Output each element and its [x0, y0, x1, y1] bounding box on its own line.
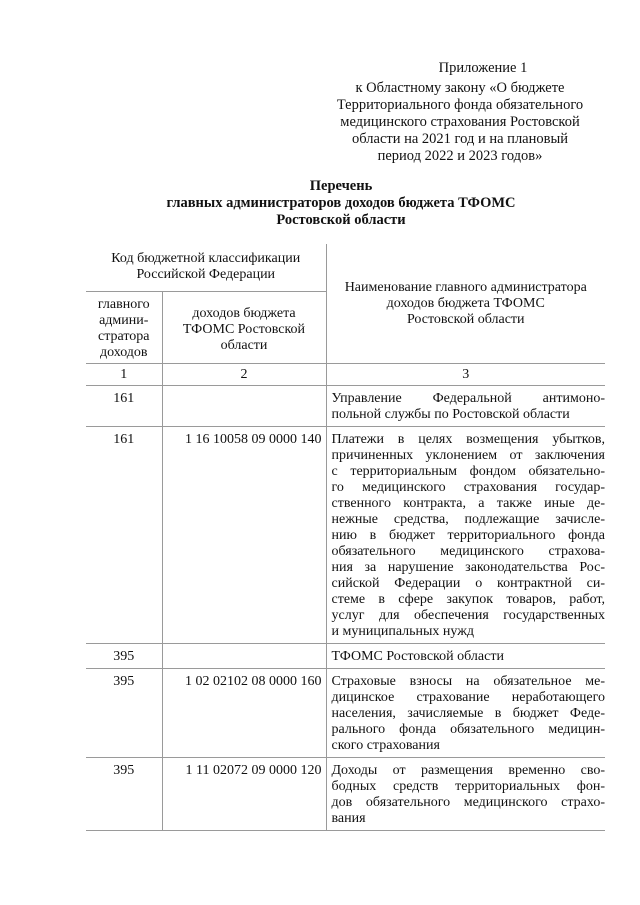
header-text: Ростовской области [406, 311, 525, 327]
appendix-block [310, 60, 610, 165]
heading-line: Перечень [309, 178, 373, 194]
name-line: нежные средства, подлежащие зачисле- [331, 512, 605, 527]
name-line: с территориальным фондом обязательно- [331, 464, 605, 479]
name-line: дицинское страхование неработающего [331, 690, 605, 705]
table-row [86, 758, 605, 831]
admin-code: 161 [86, 386, 162, 427]
table-row [86, 669, 605, 758]
name-line: и муниципальных нужд [331, 624, 475, 639]
appendix-line: период 2022 и 2023 годов» [377, 148, 543, 164]
header-text: области [220, 338, 268, 353]
heading-line: Ростовской области [276, 212, 406, 228]
header-text: ТФОМС Ростовской [182, 322, 306, 337]
column-number: 3 [326, 364, 605, 386]
name-line: сийской Федерации о контрактной си- [331, 576, 605, 591]
name-line: вания [331, 811, 366, 826]
admin-name [326, 669, 605, 758]
name-line: Доходы от размещения временно сво- [331, 763, 605, 778]
name-line: Страховые взносы на обязательное ме- [331, 674, 605, 689]
income-code [162, 386, 326, 427]
header-income-code [162, 292, 326, 364]
name-line: ского страхования [331, 738, 440, 753]
column-numbers-row [86, 364, 605, 386]
name-line: населения, зачисляемые в бюджет Феде- [331, 706, 605, 721]
appendix-line: Территориального фонда обязательного [336, 97, 584, 113]
name-line: дов обязательного медицинского страхо- [331, 795, 605, 810]
table-header-row [86, 244, 605, 292]
name-line: услуг для обеспечения государственных [331, 608, 605, 623]
header-text: Российской Федерации [136, 267, 276, 282]
name-line: стеме в сфере закупок товаров, работ, [331, 592, 605, 607]
name-line: бодных средств территориальных фон- [331, 779, 605, 794]
header-text: доходов бюджета ТФОМС [386, 295, 545, 311]
appendix-line: области на 2021 год и на плановый [352, 131, 568, 147]
admin-name [326, 758, 605, 831]
header-text: админи- [99, 313, 149, 328]
name-line: Управление Федеральной антимоно- [331, 391, 605, 406]
column-number: 1 [86, 364, 162, 386]
admin-name [326, 386, 605, 427]
header-text: доходов бюджета [192, 306, 296, 321]
appendix-line: медицинского страхования Ростовской [340, 114, 580, 130]
income-code: 1 02 02102 08 0000 160 [162, 669, 326, 758]
header-code-group [86, 244, 326, 292]
name-line: обязательного медицинского страхова- [331, 544, 605, 559]
admin-name [326, 427, 605, 644]
administrators-table [86, 244, 605, 831]
header-text: доходов [99, 345, 148, 360]
name-line: го медицинского страхования государ- [331, 480, 605, 495]
heading-line: главных администраторов доходов бюджета ТФОМС [166, 195, 516, 211]
name-line: рального фонда обязательного медицин- [331, 722, 605, 737]
income-code: 1 11 02072 09 0000 120 [162, 758, 326, 831]
admin-code: 161 [86, 427, 162, 644]
admin-code: 395 [86, 669, 162, 758]
name-line: польной службы по Ростовской области [331, 407, 570, 422]
name-line: причиненных уклонением от заключения [331, 448, 605, 463]
income-code [162, 644, 326, 669]
admin-code: 395 [86, 758, 162, 831]
table-row [86, 427, 605, 644]
admin-name [326, 644, 605, 669]
column-number: 2 [162, 364, 326, 386]
name-line: ния за нарушение законодательства Рос- [331, 560, 605, 575]
appendix-line: к Областному закону «О бюджете [355, 80, 565, 96]
header-text: главного [97, 297, 150, 312]
appendix-title: Приложение 1 [438, 60, 528, 76]
table-row [86, 644, 605, 669]
header-text: Код бюджетной классификации [111, 251, 301, 266]
document-heading [86, 178, 596, 229]
header-text: стратора [97, 329, 150, 344]
name-line: Платежи в целях возмещения убытков, [331, 432, 605, 447]
name-line: ственного контракта, а также иные де- [331, 496, 605, 511]
admin-code: 395 [86, 644, 162, 669]
name-line: нию в бюджет территориального фонда [331, 528, 605, 543]
income-code: 1 16 10058 09 0000 140 [162, 427, 326, 644]
name-line: ТФОМС Ростовской области [331, 649, 504, 664]
header-admin-code [86, 292, 162, 364]
table-row [86, 386, 605, 427]
header-name [326, 244, 605, 364]
header-text: Наименование главного администратора [344, 279, 587, 295]
